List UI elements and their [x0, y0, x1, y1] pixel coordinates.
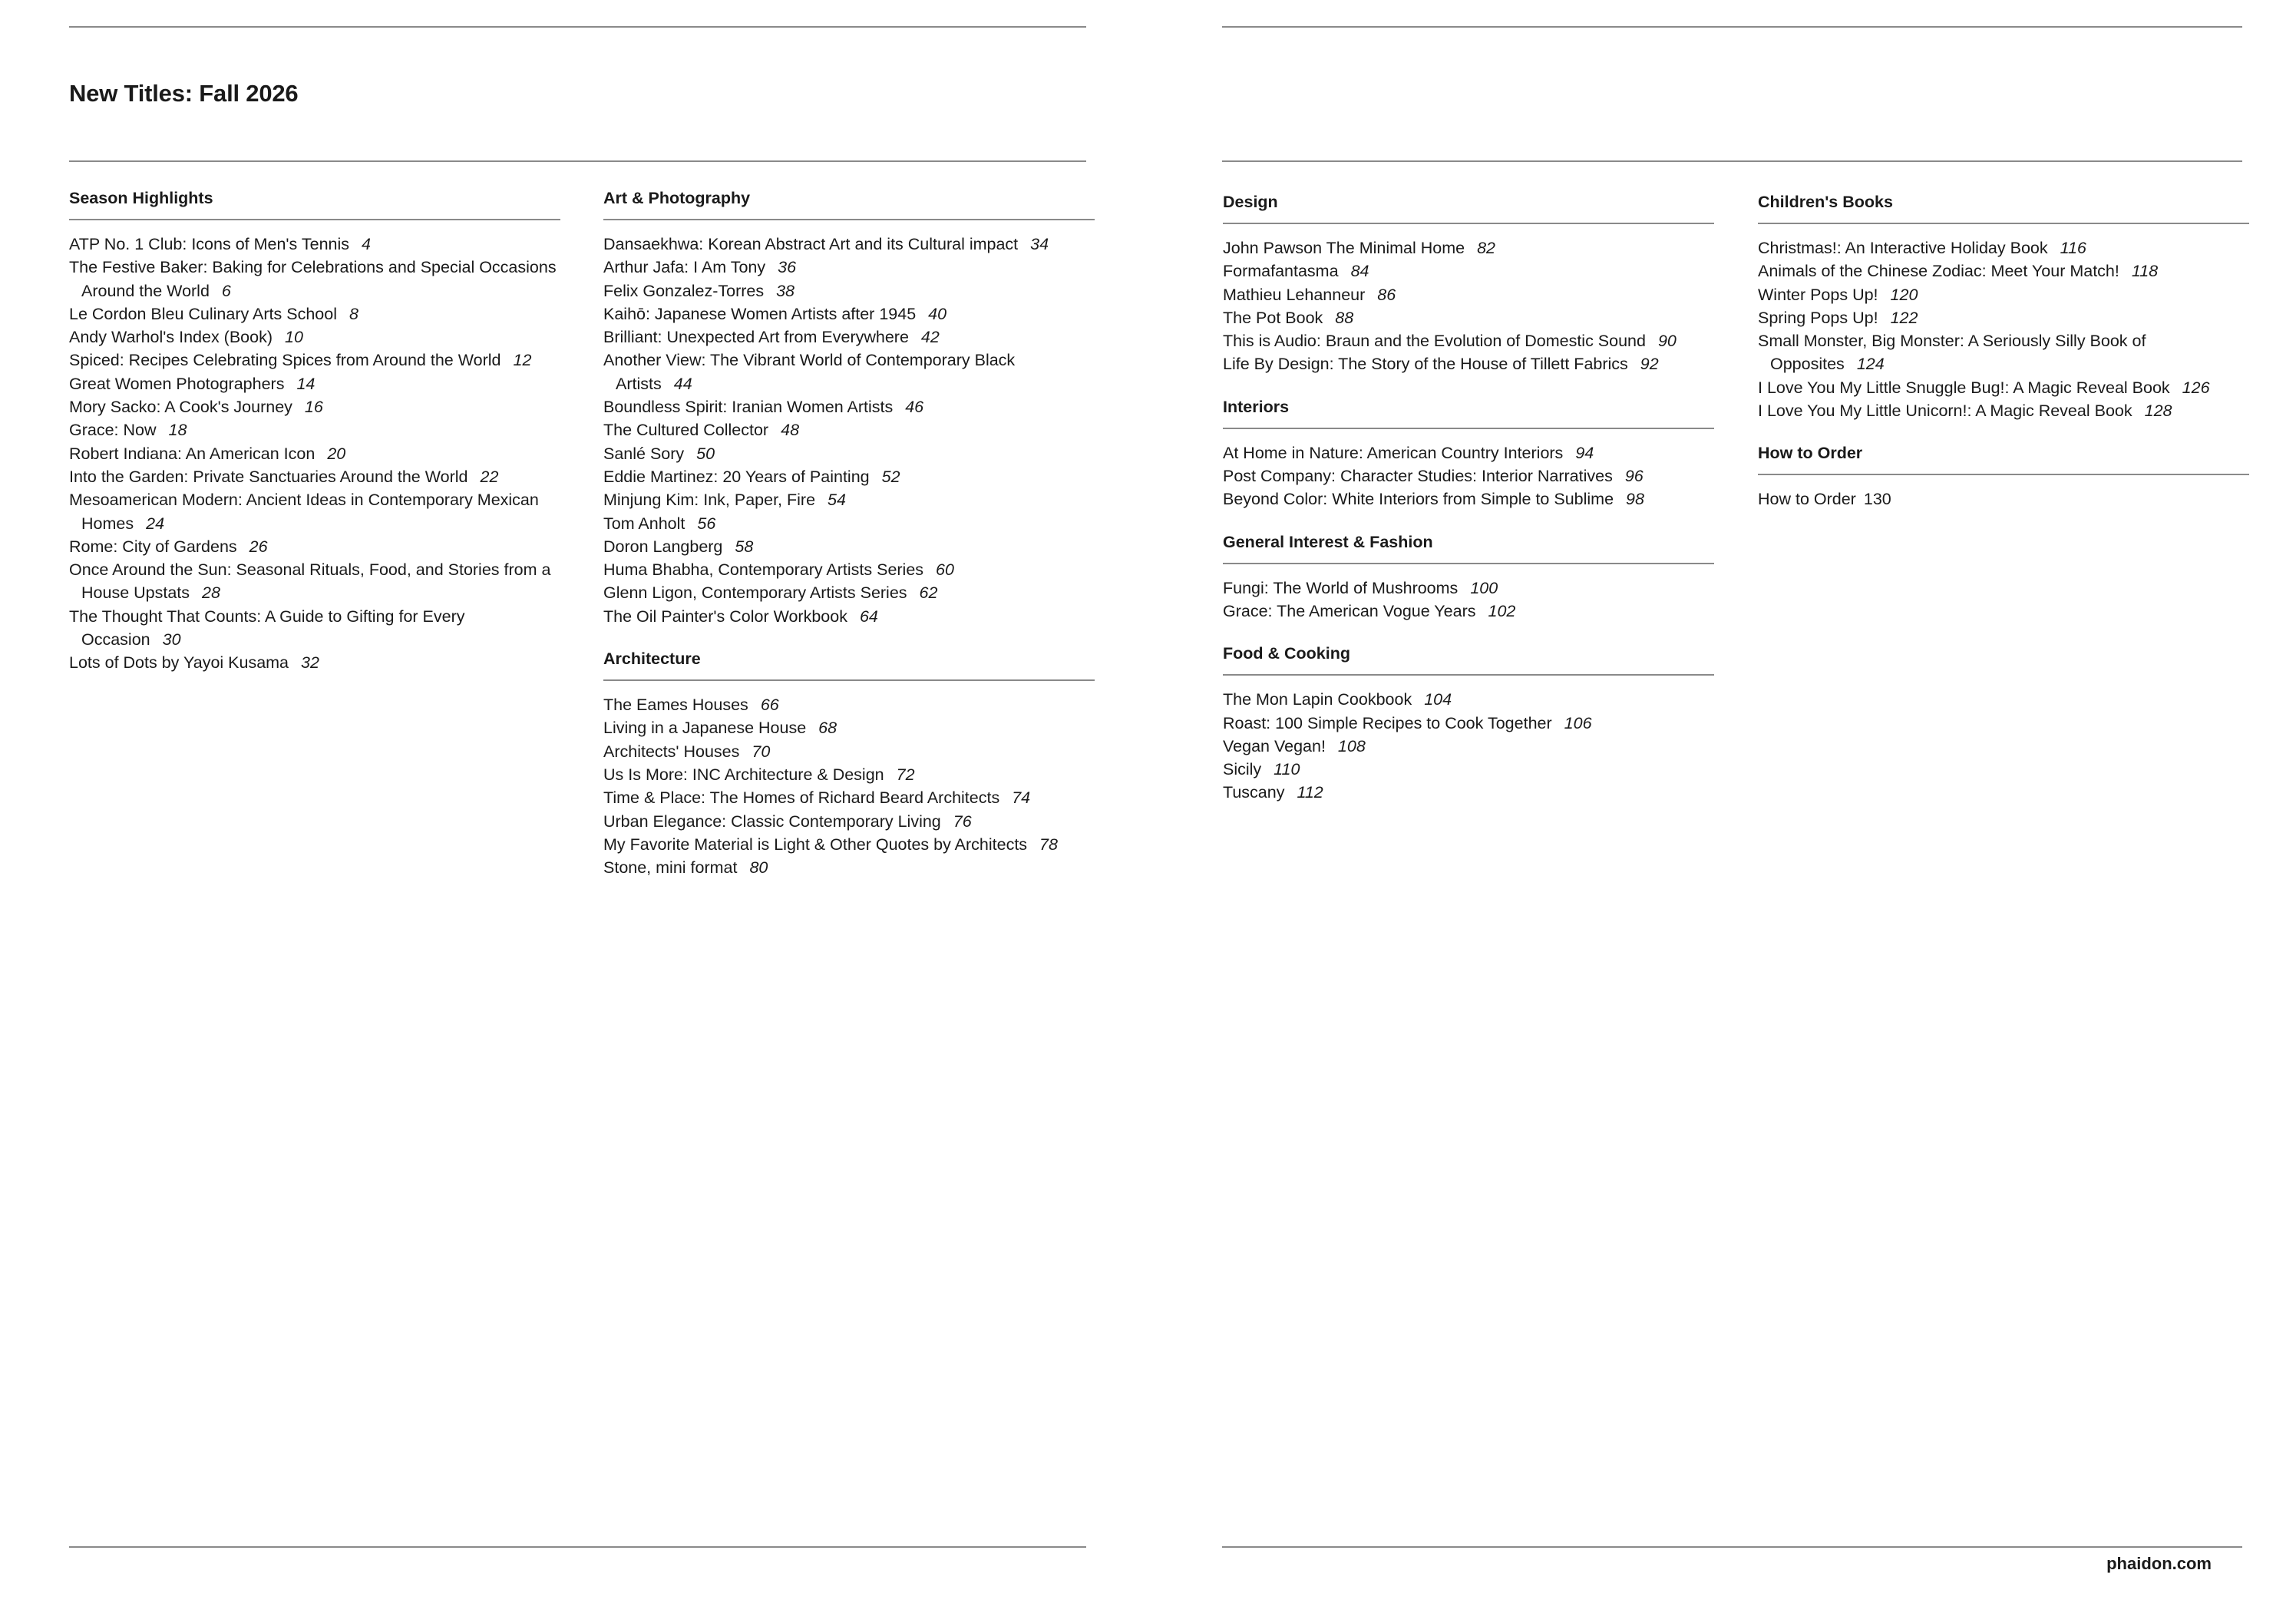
toc-entry[interactable]	[1223, 259, 1714, 283]
toc-entry[interactable]	[603, 279, 1095, 302]
toc-entry[interactable]	[69, 558, 560, 605]
entry-title: Another View: The Vibrant World of Contemporary Black Artists	[603, 351, 1016, 393]
entry-title: The Mon Lapin Cookbook	[1223, 690, 1412, 709]
toc-entry[interactable]	[69, 605, 560, 652]
entry-title: Huma Bhabha, Contemporary Artists Series	[603, 560, 924, 580]
entry-page-number: 26	[249, 537, 268, 556]
entry-page-number: 28	[202, 583, 220, 603]
entry-title: Kaihō: Japanese Women Artists after 1945	[603, 304, 917, 323]
entry-page-number: 14	[296, 374, 315, 393]
entry-title: The Cultured Collector	[603, 421, 769, 440]
section-heading: How to Order	[1758, 444, 2249, 475]
column-design-food	[1223, 193, 1714, 826]
entry-title: Rome: City of Gardens	[69, 537, 237, 556]
entry-page-number: 22	[480, 467, 499, 486]
entry-title: The Oil Painter's Color Workbook	[603, 607, 847, 626]
entry-title: Robert Indiana: An American Icon	[69, 444, 315, 463]
toc-entry[interactable]	[1223, 688, 1714, 711]
entry-title: Roast: 100 Simple Recipes to Cook Together	[1223, 713, 1552, 732]
toc-entry[interactable]	[69, 535, 560, 558]
toc-entry[interactable]	[69, 651, 560, 674]
entry-title: Sanlé Sory	[603, 444, 685, 463]
entry-page-number: 116	[2060, 239, 2086, 257]
toc-entry[interactable]	[603, 810, 1095, 833]
toc-entry[interactable]	[1223, 236, 1714, 259]
section-general-interest-fashion	[1223, 533, 1714, 623]
entry-page-number: 20	[327, 444, 346, 463]
entry-page-number: 76	[953, 812, 972, 831]
toc-entry[interactable]	[1223, 441, 1714, 464]
entry-page-number: 78	[1039, 835, 1058, 854]
toc-entry[interactable]	[1223, 488, 1714, 511]
toc-entry[interactable]	[603, 395, 1095, 418]
entry-page-number: 64	[859, 607, 878, 626]
entry-page-number: 40	[928, 304, 947, 323]
toc-entry[interactable]	[603, 856, 1095, 879]
toc-entry[interactable]	[603, 833, 1095, 856]
entry-page-number: 6	[221, 281, 231, 300]
entry-title: Tuscany	[1223, 783, 1285, 802]
section-heading: Season Highlights	[69, 189, 560, 220]
entry-title: Brilliant: Unexpected Art from Everywhere	[603, 328, 909, 347]
toc-entry[interactable]	[69, 326, 560, 349]
entry-page-number: 128	[2144, 402, 2172, 421]
entry-page-number: 122	[1890, 308, 1918, 327]
entry-page-number: 88	[1335, 308, 1354, 327]
toc-entry[interactable]	[603, 256, 1095, 279]
entry-page-number: 60	[936, 560, 954, 580]
entry-page-number: 100	[1470, 578, 1498, 597]
entry-page-number: 108	[1337, 736, 1366, 755]
entry-title: Sicily	[1223, 760, 1262, 779]
entry-title: John Pawson The Minimal Home	[1223, 239, 1465, 257]
entry-title: Animals of the Chinese Zodiac: Meet Your Match!	[1758, 262, 2119, 281]
section-art-photography	[603, 189, 1095, 628]
toc-entry[interactable]	[603, 535, 1095, 558]
toc-entry[interactable]	[1223, 283, 1714, 306]
entry-page-number: 106	[1564, 713, 1592, 732]
entry-page-number: 10	[285, 328, 303, 347]
toc-entry[interactable]	[603, 326, 1095, 349]
entry-title: Minjung Kim: Ink, Paper, Fire	[603, 491, 816, 510]
entry-page-number: 8	[349, 304, 358, 323]
toc-entry[interactable]	[603, 740, 1095, 763]
toc-entry[interactable]	[603, 418, 1095, 441]
entry-title: Boundless Spirit: Iranian Women Artists	[603, 398, 894, 417]
entry-page-number: 82	[1477, 239, 1495, 257]
entry-page-number: 48	[781, 421, 800, 440]
entry-title: Mesoamerican Modern: Ancient Ideas in Contemporary Mexican Homes	[69, 491, 539, 533]
section-heading: Architecture	[603, 650, 1095, 681]
entry-title: Mathieu Lehanneur	[1223, 285, 1366, 304]
entry-page-number: 52	[881, 467, 900, 486]
section-how-to-order	[1758, 444, 2249, 511]
entry-page-number: 42	[920, 328, 940, 347]
entry-title: Into the Garden: Private Sanctuaries Around the World	[69, 467, 468, 486]
entry-page-number: 46	[905, 398, 924, 417]
toc-entry[interactable]	[603, 488, 1095, 511]
entry-title: Life By Design: The Story of the House of Tillett Fabrics	[1223, 355, 1628, 374]
entry-title: Spring Pops Up!	[1758, 308, 1878, 327]
entry-title: How to Order	[1758, 490, 1856, 509]
toc-entry[interactable]	[1223, 306, 1714, 329]
header-rule-right	[1222, 160, 2242, 162]
toc-entry[interactable]	[1758, 259, 2249, 283]
entry-title: Urban Elegance: Classic Contemporary Living	[603, 812, 941, 831]
section-heading: Art & Photography	[603, 189, 1095, 220]
toc-entry[interactable]	[69, 442, 560, 465]
entry-page-number: 118	[2131, 262, 2159, 281]
entry-title: The Festive Baker: Baking for Celebrations and Special Occasions Around the World	[69, 258, 557, 300]
toc-entry[interactable]	[1758, 376, 2249, 399]
entry-title: Architects' Houses	[603, 742, 740, 761]
entry-title: ATP No. 1 Club: Icons of Men's Tennis	[69, 235, 350, 253]
toc-entry[interactable]	[69, 233, 560, 256]
toc-entry[interactable]	[603, 349, 1095, 395]
entry-page-number: 124	[1856, 355, 1885, 374]
entry-page-number: 50	[696, 444, 715, 463]
section-heading: Interiors	[1223, 398, 1714, 429]
toc-entry[interactable]	[69, 418, 560, 441]
section-heading: Design	[1223, 193, 1714, 224]
entry-title: Christmas!: An Interactive Holiday Book	[1758, 239, 2048, 257]
toc-entry[interactable]	[69, 395, 560, 418]
column-season-highlights	[69, 189, 560, 696]
section-heading: Children's Books	[1758, 193, 2249, 224]
toc-entry[interactable]	[603, 581, 1095, 604]
toc-entry[interactable]	[69, 465, 560, 488]
toc-entry[interactable]	[1223, 352, 1714, 375]
toc-entry[interactable]	[603, 302, 1095, 326]
entry-title: Winter Pops Up!	[1758, 285, 1878, 304]
entry-page-number: 54	[828, 491, 846, 510]
toc-entry[interactable]	[603, 465, 1095, 488]
entry-title: Grace: The American Vogue Years	[1223, 601, 1476, 620]
entry-page-number: 62	[919, 583, 938, 603]
entry-page-number: 130	[1863, 490, 1891, 509]
section-heading: Food & Cooking	[1223, 644, 1714, 676]
entry-page-number: 126	[2182, 378, 2210, 397]
entry-title: This is Audio: Braun and the Evolution of Domestic Sound	[1223, 332, 1646, 351]
toc-entry[interactable]	[1758, 329, 2249, 376]
entry-page-number: 112	[1297, 783, 1323, 802]
entry-title: Great Women Photographers	[69, 374, 285, 393]
toc-entry[interactable]	[1223, 735, 1714, 758]
toc-entry[interactable]	[69, 372, 560, 395]
entry-title: I Love You My Little Snuggle Bug!: A Magic Reveal Book	[1758, 378, 2170, 397]
entry-title: Grace: Now	[69, 421, 157, 440]
toc-entry[interactable]	[603, 716, 1095, 739]
entry-title: Formafantasma	[1223, 262, 1339, 281]
entry-page-number: 18	[168, 421, 187, 440]
entry-page-number: 30	[162, 630, 181, 650]
entry-title: Post Company: Character Studies: Interior Narratives	[1223, 467, 1613, 486]
entry-title: Living in a Japanese House	[603, 719, 807, 738]
toc-entry[interactable]	[603, 558, 1095, 581]
section-children-s-books	[1758, 193, 2249, 422]
section-design	[1223, 193, 1714, 376]
entry-title: Lots of Dots by Yayoi Kusama	[69, 653, 289, 673]
toc-entry[interactable]	[603, 442, 1095, 465]
entry-title: Us Is More: INC Architecture & Design	[603, 765, 884, 784]
section-interiors	[1223, 398, 1714, 511]
entry-page-number: 34	[1030, 235, 1049, 253]
entry-page-number: 58	[735, 537, 754, 556]
entry-title: Dansaekhwa: Korean Abstract Art and its Cultural impact	[603, 235, 1019, 253]
column-children-order	[1758, 193, 2249, 533]
toc-entry[interactable]	[1223, 577, 1714, 600]
entry-page-number: 32	[301, 653, 319, 673]
column-art-architecture	[603, 189, 1095, 901]
section-season-highlights	[69, 189, 560, 675]
entry-page-number: 44	[673, 374, 692, 393]
entry-page-number: 120	[1890, 285, 1918, 304]
entry-title: My Favorite Material is Light & Other Quotes by Architects	[603, 835, 1028, 854]
entry-title: Arthur Jafa: I Am Tony	[603, 258, 766, 277]
entry-page-number: 12	[513, 351, 532, 370]
entry-page-number: 98	[1626, 490, 1644, 509]
entry-page-number: 24	[146, 514, 165, 533]
entry-page-number: 56	[697, 514, 716, 533]
entry-title: Le Cordon Bleu Culinary Arts School	[69, 304, 337, 323]
entry-page-number: 36	[778, 258, 797, 277]
entry-page-number: 110	[1274, 760, 1300, 779]
toc-entry[interactable]	[1758, 236, 2249, 259]
toc-entry[interactable]	[1758, 488, 2249, 511]
toc-entry[interactable]	[1758, 283, 2249, 306]
page-title: New Titles: Fall 2026	[69, 80, 299, 107]
toc-entry[interactable]	[603, 786, 1095, 809]
entry-page-number: 38	[776, 281, 795, 300]
entry-title: The Thought That Counts: A Guide to Gifting for Every Occasion	[69, 607, 465, 650]
section-heading: General Interest & Fashion	[1223, 533, 1714, 564]
toc-entry[interactable]	[69, 488, 560, 535]
toc-entry[interactable]	[1758, 399, 2249, 422]
top-rule-left	[69, 26, 1086, 28]
entry-title: Doron Langberg	[603, 537, 723, 556]
entry-page-number: 68	[818, 719, 837, 738]
entry-title: Tom Anholt	[603, 514, 685, 533]
entry-title: Andy Warhol's Index (Book)	[69, 328, 273, 347]
toc-entry[interactable]	[1223, 600, 1714, 623]
toc-entry[interactable]	[603, 693, 1095, 716]
toc-entry[interactable]	[1223, 712, 1714, 735]
toc-entry[interactable]	[1223, 464, 1714, 488]
entry-title: Glenn Ligon, Contemporary Artists Series	[603, 583, 907, 603]
toc-entry[interactable]	[69, 256, 560, 302]
toc-entry[interactable]	[603, 605, 1095, 628]
entry-title: At Home in Nature: American Country Interiors	[1223, 443, 1564, 462]
entry-title: Fungi: The World of Mushrooms	[1223, 578, 1459, 597]
entry-page-number: 70	[752, 742, 771, 761]
header-rule-left	[69, 160, 1086, 162]
entry-title: The Eames Houses	[603, 696, 748, 715]
entry-title: Mory Sacko: A Cook's Journey	[69, 398, 292, 417]
entry-page-number: 4	[362, 235, 371, 253]
entry-title: Felix Gonzalez-Torres	[603, 281, 765, 300]
entry-title: Beyond Color: White Interiors from Simple to Sublime	[1223, 490, 1614, 509]
entry-page-number: 90	[1657, 332, 1677, 351]
entry-page-number: 86	[1377, 285, 1396, 304]
section-architecture	[603, 650, 1095, 879]
entry-page-number: 104	[1424, 690, 1452, 709]
toc-entry[interactable]	[603, 512, 1095, 535]
entry-title: Eddie Martinez: 20 Years of Painting	[603, 467, 870, 486]
toc-entry[interactable]	[1758, 306, 2249, 329]
entry-page-number: 80	[749, 858, 768, 878]
toc-entry[interactable]	[1223, 329, 1714, 352]
entry-page-number: 92	[1640, 355, 1659, 374]
entry-title: The Pot Book	[1223, 308, 1323, 327]
toc-entry[interactable]	[603, 763, 1095, 786]
entry-title: Vegan Vegan!	[1223, 736, 1326, 755]
entry-page-number: 94	[1575, 443, 1594, 462]
toc-entry[interactable]	[1223, 758, 1714, 781]
toc-entry[interactable]	[69, 302, 560, 326]
toc-entry[interactable]	[69, 349, 560, 372]
entry-page-number: 66	[760, 696, 779, 715]
bottom-rule-left	[69, 1546, 1086, 1548]
toc-entry[interactable]	[1223, 781, 1714, 804]
bottom-rule-right	[1222, 1546, 2242, 1548]
entry-title: Time & Place: The Homes of Richard Beard Architects	[603, 788, 1000, 808]
entry-title: Spiced: Recipes Celebrating Spices from Around the World	[69, 351, 501, 370]
footer-website[interactable]: phaidon.com	[2106, 1554, 2212, 1573]
entry-title: Stone, mini format	[603, 858, 738, 878]
entry-page-number: 84	[1350, 262, 1369, 281]
toc-entry[interactable]	[603, 233, 1095, 256]
section-food-cooking	[1223, 644, 1714, 804]
entry-page-number: 102	[1488, 601, 1516, 620]
entry-page-number: 74	[1012, 788, 1031, 808]
entry-page-number: 96	[1624, 467, 1644, 486]
entry-title: Small Monster, Big Monster: A Seriously Silly Book of Opposites	[1758, 332, 2146, 374]
entry-title: I Love You My Little Unicorn!: A Magic Reveal Book	[1758, 402, 2132, 421]
top-rule-right	[1222, 26, 2242, 28]
entry-page-number: 16	[304, 398, 323, 417]
entry-title: Once Around the Sun: Seasonal Rituals, Food, and Stories from a House Upstats	[69, 560, 551, 603]
entry-page-number: 72	[896, 765, 915, 784]
